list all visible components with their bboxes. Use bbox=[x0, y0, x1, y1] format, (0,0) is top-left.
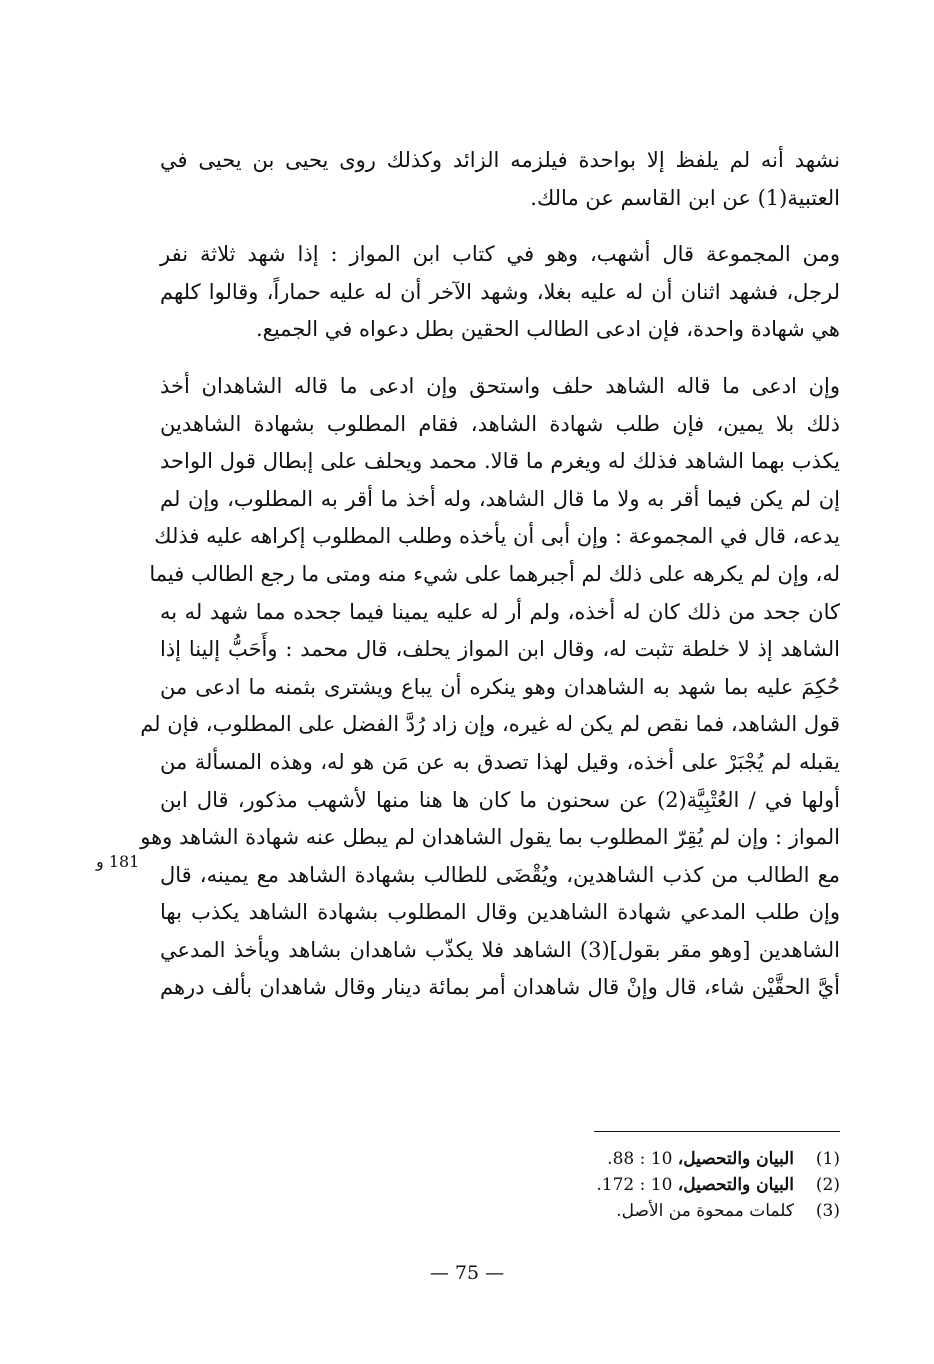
text-line: قول الشاهد، فما نقص لم يكن له غيره، وإن زاد رُدَّ الفضل على المطلوب، فإن لم bbox=[140, 712, 840, 737]
footnote-item bbox=[440, 1146, 840, 1172]
text-line: المواز : وإن لم يُقِرّ المطلوب بما يقول الشاهدان لم يبطل عنه شهادة الشاهد وهو bbox=[140, 825, 840, 850]
text-line: مع الطالب من كذب الشاهدين، ويُقْضَى للطالب بشهادة الشاهد مع يمينه، قال bbox=[160, 862, 840, 887]
text-line: الشاهد إذ لا خلطة تثبت له، وقال ابن المواز يحلف، قال محمد : وأَحَبُّ إلينا إذا bbox=[160, 637, 840, 662]
text-line: إن لم يكن فيما أقر به ولا ما قال الشاهد، وله أخذ ما أقر به المطلوب، وإن لم bbox=[160, 486, 840, 511]
paragraph-2 bbox=[160, 236, 840, 349]
text-line: نشهد أنه لم يلفظ إلا بواحدة فيلزمه الزائد وكذلك روى يحيى بن يحيى في bbox=[160, 148, 840, 172]
text-line: حُكِمَ عليه بما شهد به الشاهدان وهو ينكره أن يباع ويشترى بثمنه ما ادعى من bbox=[160, 674, 840, 699]
footnote-number: (3) bbox=[815, 1201, 840, 1221]
text-line: يقبله لم يُجْبَرْ على أخذه، وقيل لهذا تصدق به عن مَن هو له، وهذه المسألة من bbox=[160, 749, 840, 774]
footnote-source: البيان والتحصيل، bbox=[677, 1175, 794, 1195]
text-line: يكذب بهما الشاهد فذلك له ويغرم ما قالا. محمد ويحلف على إبطال قول الواحد bbox=[160, 449, 840, 474]
paragraph-1 bbox=[160, 142, 840, 217]
footnote-number: (2) bbox=[815, 1175, 840, 1195]
text-line: وإن طلب المدعي شهادة الشاهدين وقال المطلوب بشهادة الشاهد يكذب بها bbox=[160, 900, 840, 925]
paragraph-3 bbox=[140, 368, 841, 1007]
main-text bbox=[140, 142, 841, 1007]
footnote-source: البيان والتحصيل، bbox=[677, 1149, 794, 1169]
footnote-separator bbox=[594, 1131, 840, 1132]
text-line: هي شهادة واحدة، فإن ادعى الطالب الحقين بطل دعواه في الجميع. bbox=[255, 317, 840, 342]
text-line: ومن المجموعة قال أشهب، وهو في كتاب ابن المواز : إذا شهد ثلاثة نفر bbox=[160, 242, 840, 267]
text-line: له، وإن لم يكرهه على ذلك لم أجبرهما على شيء منه ومتى ما رجع الطالب فيما bbox=[149, 561, 840, 586]
text-line: ذلك بلا يمين، فإن طلب شهادة الشاهد، فقام المطلوب بشهادة الشاهدين bbox=[160, 411, 840, 436]
text-line: وإن ادعى ما قاله الشاهد حلف واستحق وإن ادعى ما قاله الشاهدان أخذ bbox=[160, 373, 840, 398]
footnotes bbox=[440, 1146, 840, 1224]
text-line: أيَّ الحقَّيْن شاء، قال وإنْ قال شاهدان أمر بمائة دينار وقال شاهدان بألف درهم bbox=[160, 975, 840, 1000]
page-number: — 75 — bbox=[429, 1262, 505, 1284]
footnote-text: كلمات ممحوة من الأصل. bbox=[616, 1201, 794, 1221]
text-line: العتبية(1) عن ابن القاسم عن مالك. bbox=[530, 185, 840, 210]
text-line: الشاهدين [وهو مقر بقول](3) الشاهد فلا يكذّب شاهدان بشاهد ويأخذ المدعي bbox=[160, 937, 840, 962]
text-line: كان جحد من ذلك كان له أخذه، ولم أر له عليه يمينا فيما جحده مما شهد له به bbox=[160, 599, 840, 624]
footnote-number: (1) bbox=[815, 1149, 840, 1169]
footnote-reference: 10 : 88. bbox=[607, 1149, 673, 1169]
text-line: يدعه، قال في المجموعة : وإن أبى أن يأخذه وطلب المطلوب إكراهه عليه فذلك bbox=[154, 524, 840, 549]
footnote-item bbox=[440, 1198, 840, 1224]
text-line: لرجل، فشهد اثنان أن له عليه بغلا، وشهد الآخر أن له عليه حماراً، وقالوا كلهم bbox=[160, 279, 840, 304]
footnote-reference: 10 : 172. bbox=[596, 1175, 673, 1195]
footnote-item bbox=[440, 1172, 840, 1198]
folio-margin-note: 181 و bbox=[96, 852, 140, 871]
text-line: أولها في / العُتْبِيَّة(2) عن سحنون ما كان ها هنا منها لأشهب مذكور، قال ابن bbox=[160, 787, 841, 812]
